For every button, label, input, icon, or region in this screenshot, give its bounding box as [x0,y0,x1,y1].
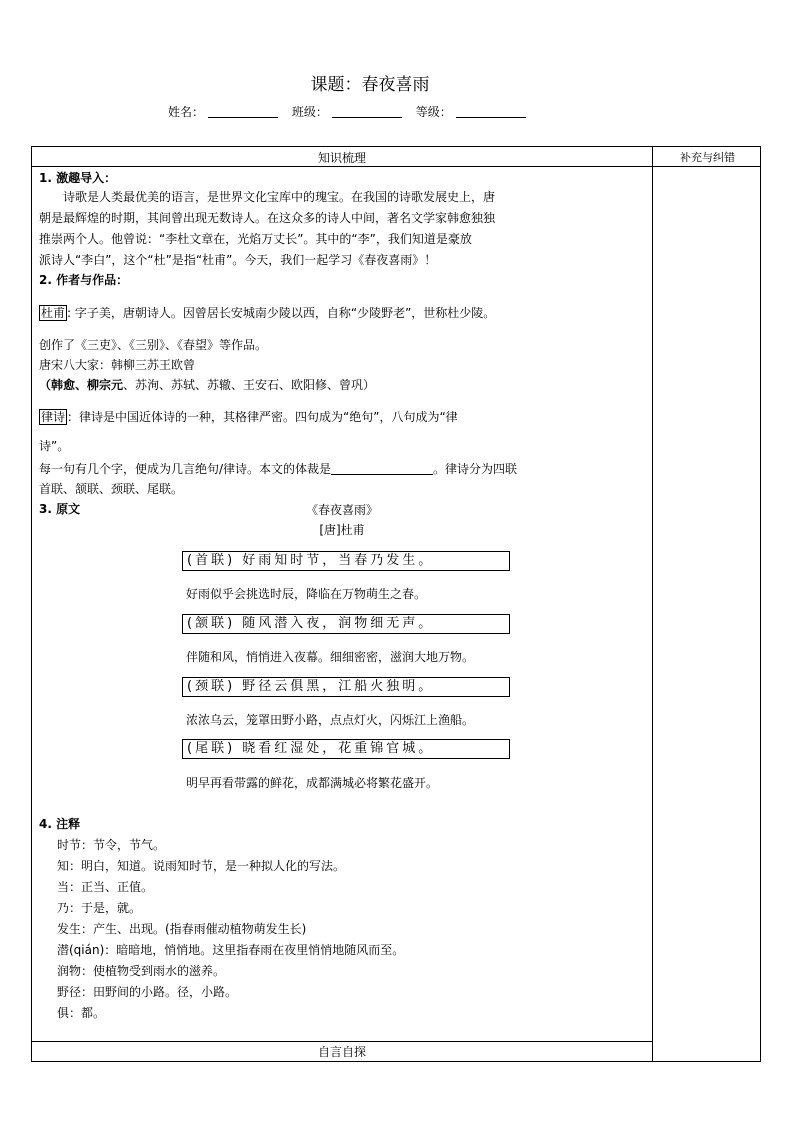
lvshi-line-4: 首联、颔联、颈联、尾联。 [39,482,184,496]
grade-blank [456,105,526,118]
intro-line-1: 诗歌是人类最优美的语言，是世界文化宝库中的瑰宝。在我国的诗歌发展史上，唐 [63,190,496,204]
lvshi-line-1: 律诗 ：律诗是中国近体诗的一种，其格律严密。四句成为“绝句”，八句成为“律 [41,410,458,424]
note-item: 俱：都。 [57,1006,106,1020]
section-1-title: 1. 激趣导入： [39,171,117,185]
intro-line-3: 推崇两个人。他曾说：“李杜文章在，光焰万丈长”。其中的“李”，我们知道是豪放 [39,232,472,246]
name-blank [208,105,278,118]
footer-self-explore: 自言自探 [317,1045,366,1059]
page-title: 课题：春夜喜雨 [310,75,430,95]
note-item: 知：明白，知道。说雨知时节，是一种拟人化的写法。 [57,859,346,873]
note-item: 润物：使植物受到雨水的滋养。 [57,964,226,978]
translation-1: 好雨似乎会挑选时辰，降临在万物萌生之春。 [186,587,427,601]
section-4-title: 4. 注释 [39,817,81,831]
note-item: 野径：田野间的小路。径，小路。 [57,985,238,999]
note-item: 乃：于是，就。 [57,901,142,915]
dufu-boxed-word: 杜甫 [41,306,66,320]
verse-2: (颔联) 随风潜入夜，润物细无声。 [182,614,510,634]
verse-4: (尾联) 晓看红湿处，花重锦官城。 [182,739,510,759]
note-item: 潜(qián)：暗暗地，悄悄地。这里指春雨在夜里悄悄地随风而至。 [57,943,405,957]
header-supplement: 补充与纠错 [680,151,735,164]
poem-author: [唐]杜甫 [319,523,365,537]
note-item: 发生：产生、出现。(指春雨催动植物萌发生长) [57,922,307,936]
note-item: 时节：节令，节气。 [57,838,166,852]
intro-line-4: 派诗人“李白”，这个“杜”是指“杜甫”。今天，我们一起学习《春夜喜雨》！ [39,253,437,267]
dufu-intro: 杜甫 : 字子美，唐朝诗人。因曾居长安城南少陵以西，自称“少陵野老”，世称杜少陵。 [41,306,496,320]
student-info-line [168,103,536,120]
class-blank [332,105,402,118]
works-line: 创作了《三吏》、《三别》、《春望》等作品。 [39,338,268,352]
verse-3: (颈联) 野径云俱黑，江船火独明。 [182,677,510,697]
section-3-title: 3. 原文 [39,502,81,516]
lvshi-boxed-word: 律诗 [41,410,66,424]
tangsong-line: 唐宋八大家：韩柳三苏王欧曾 [39,358,196,372]
translation-2: 伴随和风，悄悄进入夜幕。细细密密，滋润大地万物。 [186,650,475,664]
poem-title: 《春夜喜雨》 [305,503,378,517]
header-divider [32,166,760,167]
footer-divider [32,1041,652,1042]
genre-blank [331,463,433,475]
column-divider [652,147,653,1061]
lvshi-line-3: 每一句有几个字，便成为几言绝句/律诗。本文的体裁是 。律诗分为四联 [39,462,518,476]
note-item: 当：正当、正值。 [57,880,154,894]
grade-label: 等级： [415,105,452,119]
verse-1: (首联) 好雨知时节，当春乃发生。 [182,551,510,571]
lvshi-line-2: 诗”。 [39,439,70,453]
name-label: 姓名： [168,105,205,119]
section-2-title: 2. 作者与作品： [39,273,129,287]
worksheet-table [31,146,761,1062]
class-label: 班级： [291,105,328,119]
intro-line-2: 朝是最辉煌的时期，其间曾出现无数诗人。在这众多的诗人中间，著名文学家韩愈独独 [39,211,496,225]
translation-4: 明早再看带露的鲜花，成都满城必将繁花盛开。 [186,776,439,790]
translation-3: 浓浓乌云，笼罩田野小路，点点灯火，闪烁江上渔船。 [186,713,475,727]
header-knowledge: 知识梳理 [317,151,366,165]
tangsong-names: （韩愈、柳宗元、苏洵、苏轼、苏辙、王安石、欧阳修、曾巩） [39,378,376,392]
